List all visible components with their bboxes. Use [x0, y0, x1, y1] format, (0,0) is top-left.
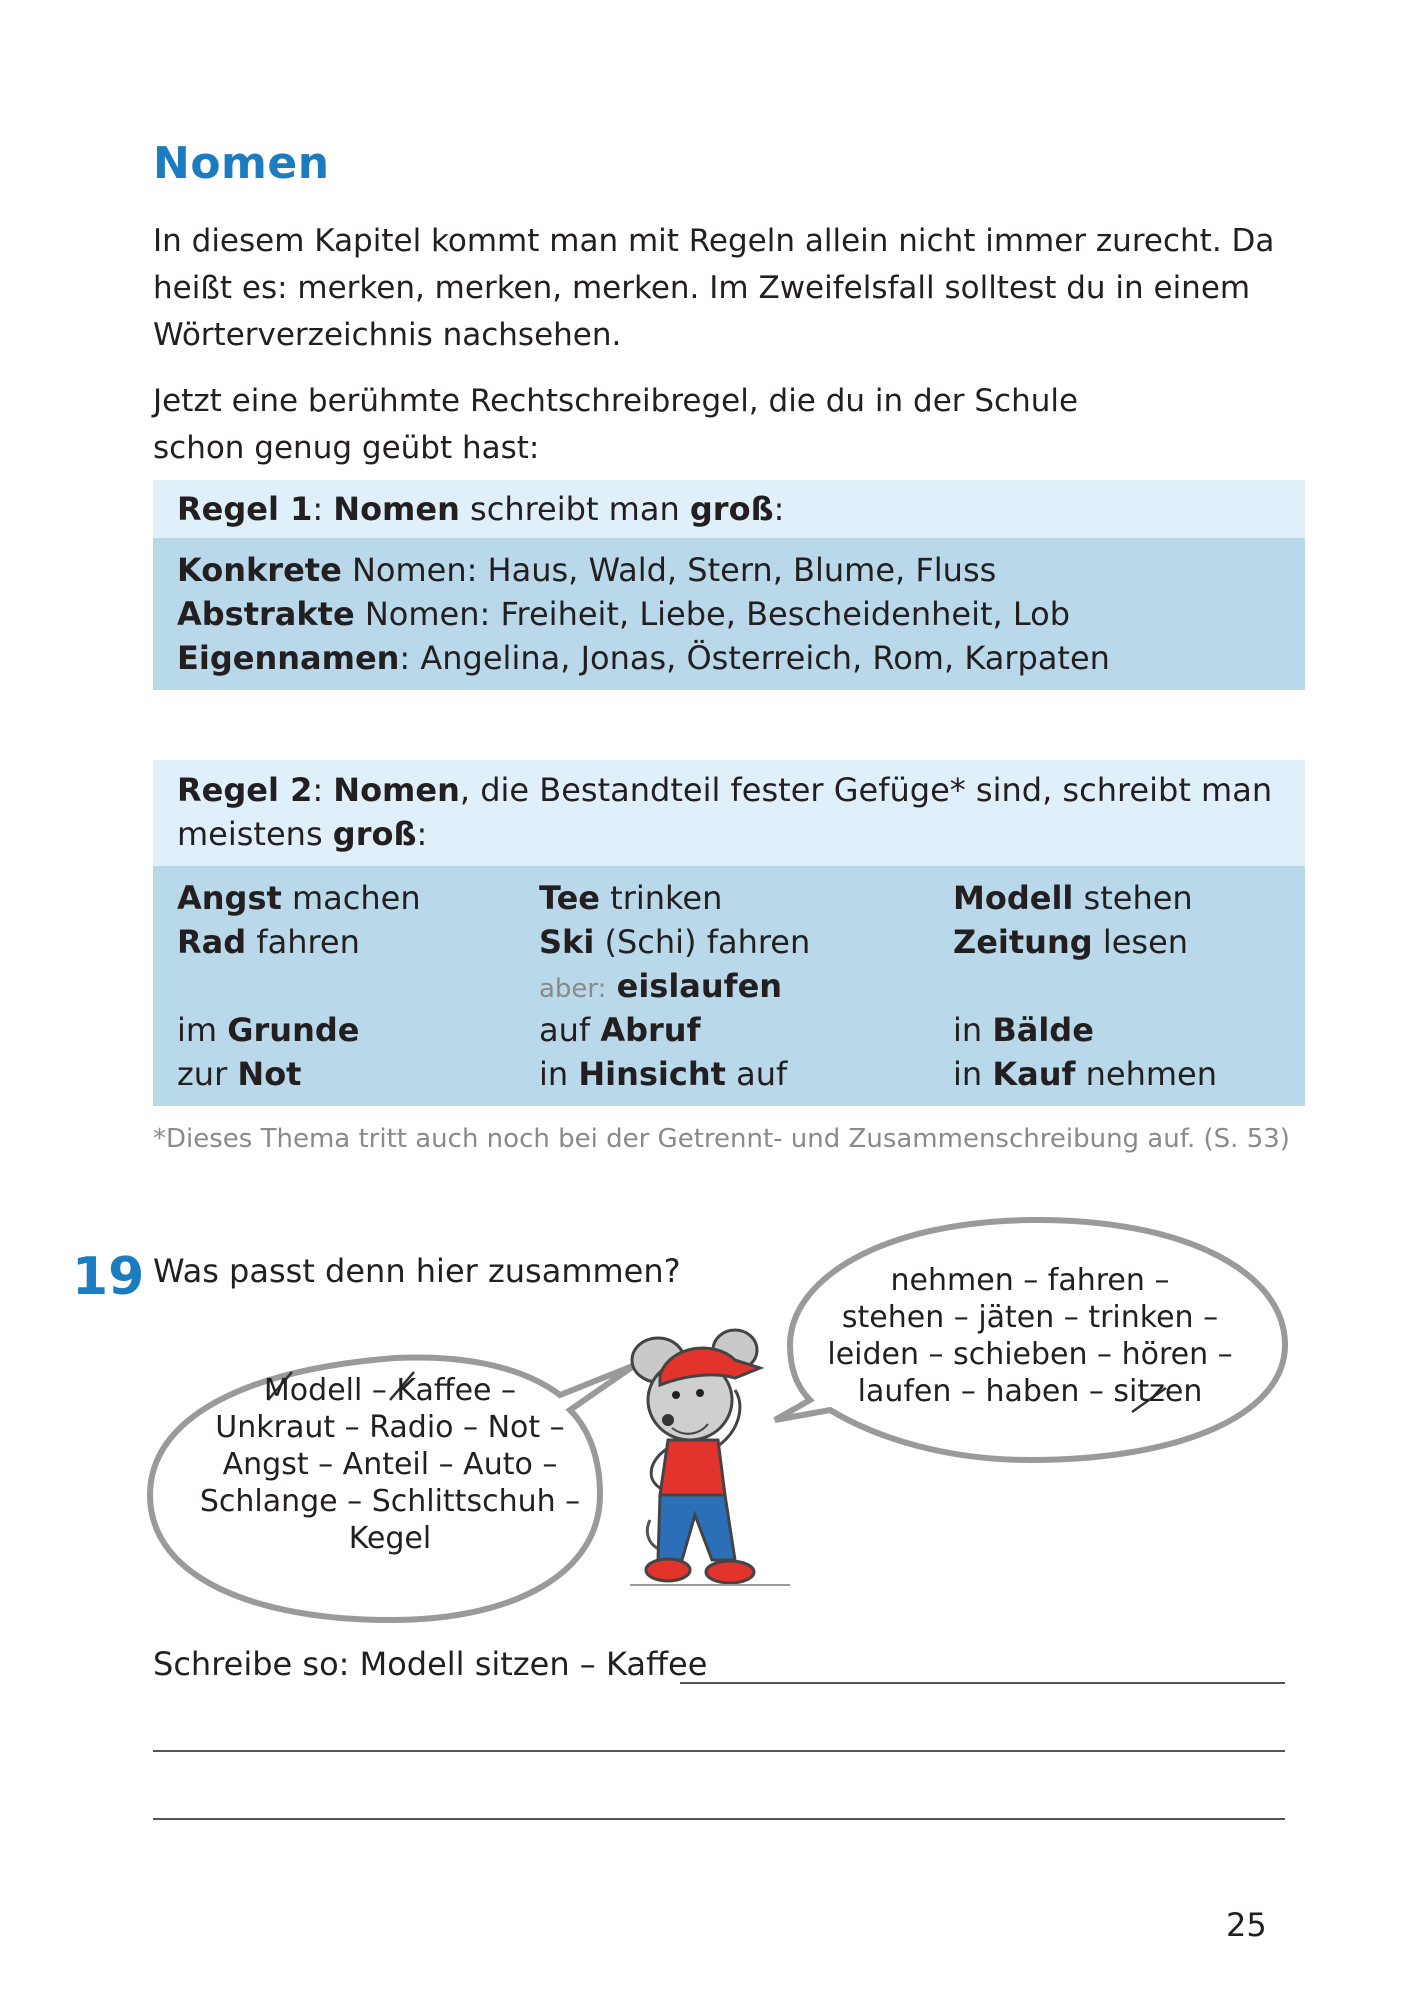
phrase: Zeitung lesen — [953, 923, 1189, 961]
rule-1-label: Regel 1 — [177, 490, 313, 528]
bubble-line: Unkraut – Radio – Not – — [215, 1410, 565, 1445]
rule-1-row-term: Eigennamen — [177, 639, 400, 677]
rule-2-examples — [153, 866, 1305, 1106]
rule-2-column-1 — [177, 876, 421, 1096]
rule-2-box — [153, 760, 1305, 1106]
rule-2-column-3 — [953, 876, 1217, 1096]
rule-1-row — [177, 548, 1281, 592]
exercise-number: 19 — [72, 1247, 145, 1307]
rule-1-heading: Regel 1: Nomen schreibt man groß: — [153, 480, 1305, 538]
exercise-question: Was passt denn hier zusammen? — [153, 1252, 681, 1290]
rule-2-heading-end: groß — [332, 815, 417, 853]
rule-1-row — [177, 636, 1281, 680]
writing-line[interactable] — [153, 1818, 1285, 1820]
rule-1-examples — [153, 538, 1305, 690]
phrase: in Kauf nehmen — [953, 1055, 1217, 1093]
phrase: im Grunde — [177, 1011, 360, 1049]
phrase: Modell stehen — [953, 879, 1193, 917]
footnote: *Dieses Thema tritt auch noch bei der Getrennt- und Zusammenschreibung auf. (S. 53) — [153, 1124, 1290, 1154]
phrase: in Hinsicht auf — [539, 1055, 788, 1093]
rule-1-box — [153, 480, 1305, 690]
bubble-line: Kegel — [348, 1521, 432, 1556]
bubble-line: Modell – Kaffee – — [263, 1373, 517, 1408]
bubble-left-words — [180, 1372, 600, 1557]
rule-1-row-text: : Angelina, Jonas, Österreich, Rom, Karpaten — [399, 639, 1110, 677]
exercise-instruction: Schreibe so: Modell sitzen – Kaffee — [153, 1645, 708, 1683]
rule-1-row-term: Konkrete — [177, 551, 342, 589]
writing-line[interactable] — [680, 1682, 1285, 1684]
phrase: in Bälde — [953, 1011, 1094, 1049]
rule-2-heading: Regel 2: Nomen, die Bestandteil fester Gefüge* sind, schreibt man meistens groß: — [153, 760, 1305, 866]
aber-phrase: aber: eislaufen — [539, 967, 783, 1005]
phrase: zur Not — [177, 1055, 302, 1093]
rule-1-row-term: Abstrakte — [177, 595, 355, 633]
phrase: Tee trinken — [539, 879, 723, 917]
page-number: 25 — [1226, 1906, 1267, 1944]
page-title: Nomen — [153, 138, 330, 189]
rule-1-heading-end: groß — [689, 490, 774, 528]
rule-1-heading-text: schreibt man — [459, 490, 690, 528]
phrase: Ski (Schi) fahren — [539, 923, 811, 961]
intro-paragraph-2: Jetzt eine berühmte Rechtschreibregel, die du in der Schule schon genug geübt hast: — [153, 383, 1079, 466]
bubble-line: nehmen – fahren – — [890, 1263, 1170, 1298]
rule-2-label: Regel 2 — [177, 771, 313, 809]
writing-line[interactable] — [153, 1750, 1285, 1752]
bubble-line: Schlange – Schlittschuh – — [199, 1484, 581, 1519]
mouse-mascot — [630, 1330, 790, 1585]
bubble-right-words — [820, 1262, 1240, 1410]
rule-1-row — [177, 592, 1281, 636]
rule-1-row-text: Nomen: Freiheit, Liebe, Bescheidenheit, Lob — [354, 595, 1071, 633]
rule-2-keyword: Nomen — [333, 771, 460, 809]
bubble-line: Angst – Anteil – Auto – — [222, 1447, 558, 1482]
phrase: Angst machen — [177, 879, 421, 917]
rule-2-heading-text: , die Bestandteil fester Gefüge* sind, schreibt man meistens — [177, 771, 1273, 853]
bubble-line: leiden – schieben – hören – — [827, 1337, 1233, 1372]
bubble-line: laufen – haben – sitzen — [857, 1374, 1203, 1409]
bubble-line: stehen – jäten – trinken – — [841, 1300, 1219, 1335]
rule-1-row-text: Nomen: Haus, Wald, Stern, Blume, Fluss — [341, 551, 997, 589]
phrase: auf Abruf — [539, 1011, 701, 1049]
rule-1-keyword: Nomen — [333, 490, 460, 528]
phrase: Rad fahren — [177, 923, 360, 961]
intro-paragraph-1: In diesem Kapitel kommt man mit Regeln allein nicht immer zurecht. Da heißt es: merken, merken, merken. Im Zweifelsfall solltest du in einem Wörterverzeichnis nachsehen. — [153, 223, 1275, 353]
rule-2-column-2 — [539, 876, 810, 1096]
